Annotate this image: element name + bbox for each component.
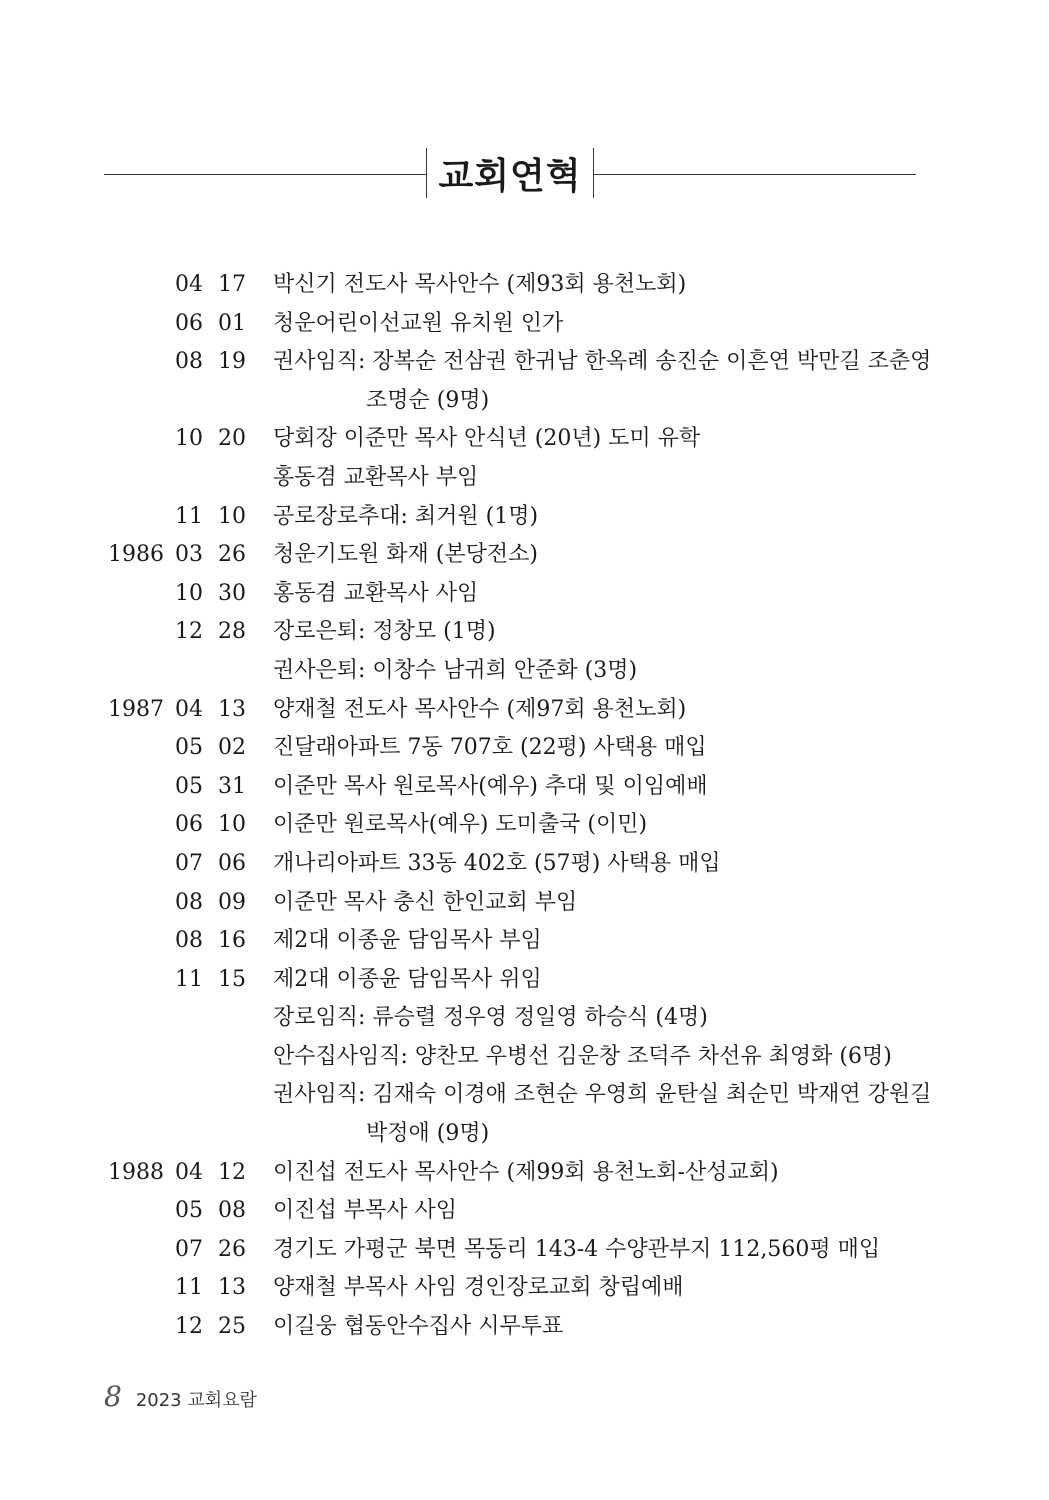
timeline-row [0, 1269, 1049, 1308]
page-number: 8 [104, 1380, 122, 1413]
timeline-row [0, 691, 1049, 730]
timeline-text: 제2대 이종윤 담임목사 부임 [273, 928, 542, 954]
timeline-day: 26 [218, 542, 246, 568]
timeline-row [0, 420, 1049, 459]
timeline-month: 06 [175, 812, 203, 838]
timeline-text: 양재철 전도사 목사안수 (제97회 용천노회) [273, 696, 687, 722]
timeline-row [0, 922, 1049, 961]
timeline-year: 1988 [108, 1159, 164, 1185]
timeline-row [0, 459, 1049, 498]
timeline-month: 04 [175, 696, 203, 722]
timeline-day: 02 [218, 735, 246, 761]
timeline-row [0, 768, 1049, 807]
timeline-row [0, 498, 1049, 537]
timeline-text: 권사임직: 장복순 전삼권 한귀남 한옥례 송진순 이흔연 박만길 조춘영 [273, 349, 932, 375]
book-title: 2023 교회요람 [135, 1390, 257, 1411]
timeline-day: 12 [218, 1159, 246, 1185]
timeline-day: 06 [218, 850, 246, 876]
timeline-month: 03 [175, 542, 203, 568]
timeline-day: 01 [218, 310, 246, 336]
timeline-month: 05 [175, 1198, 203, 1224]
timeline-text: 당회장 이준만 목사 안식년 (20년) 도미 유학 [273, 426, 701, 452]
timeline-month: 06 [175, 310, 203, 336]
timeline-row [0, 999, 1049, 1038]
timeline-text: 권사임직: 김재숙 이경애 조현순 우영희 윤탄실 최순민 박재연 강원길 [273, 1082, 932, 1108]
timeline-day: 10 [218, 812, 246, 838]
title-box [426, 148, 594, 198]
timeline-day: 08 [218, 1198, 246, 1224]
timeline-year: 1987 [108, 696, 164, 722]
timeline-month: 08 [175, 349, 203, 375]
title-rule-left [104, 174, 426, 175]
timeline-text: 제2대 이종윤 담임목사 위임 [273, 966, 542, 992]
timeline-row [0, 806, 1049, 845]
timeline-day: 17 [218, 272, 246, 297]
timeline-day: 10 [218, 503, 246, 529]
timeline-day: 28 [218, 619, 246, 645]
timeline-day: 09 [218, 889, 246, 915]
timeline-row [0, 1192, 1049, 1231]
timeline-month: 10 [175, 580, 203, 606]
timeline-text: 홍동겸 교환목사 사임 [273, 580, 479, 606]
timeline-text: 장로임직: 류승렬 정우영 정일영 하승식 (4명) [273, 1005, 708, 1031]
timeline-row [0, 1038, 1049, 1077]
timeline-row [0, 652, 1049, 691]
timeline-text: 박정애 (9명) [366, 1121, 490, 1147]
timeline-text: 공로장로추대: 최거원 (1명) [273, 503, 539, 529]
timeline-month: 07 [175, 1236, 203, 1262]
page-title: 교회연혁 [438, 155, 582, 197]
timeline-day: 31 [218, 773, 246, 799]
page-footer [104, 1380, 257, 1420]
timeline-day: 13 [218, 696, 246, 722]
title-rule-right [594, 174, 916, 175]
timeline-text: 청운기도원 화재 (본당전소) [273, 542, 538, 568]
timeline-day: 20 [218, 426, 246, 452]
timeline-month: 11 [175, 966, 203, 992]
timeline-text: 청운어린이선교원 유치원 인가 [273, 310, 564, 336]
timeline-month: 08 [175, 889, 203, 915]
timeline-day: 25 [218, 1314, 246, 1340]
timeline-row [0, 1076, 1049, 1115]
timeline-text: 이준만 목사 충신 한인교회 부임 [273, 889, 578, 915]
timeline-month: 07 [175, 850, 203, 876]
timeline-day: 19 [218, 349, 246, 375]
timeline-row [0, 1231, 1049, 1270]
timeline-row [0, 1115, 1049, 1154]
timeline-text: 개나리아파트 33동 402호 (57평) 사택용 매입 [273, 850, 721, 876]
timeline-row [0, 1154, 1049, 1193]
timeline-year: 1986 [108, 542, 164, 568]
history-timeline [0, 266, 1049, 1347]
timeline-text: 장로은퇴: 정창모 (1명) [273, 619, 496, 645]
timeline-row [0, 729, 1049, 768]
timeline-row [0, 884, 1049, 923]
timeline-text: 박신기 전도사 목사안수 (제93회 용천노회) [273, 272, 687, 297]
timeline-text: 권사은퇴: 이창수 남귀희 안준화 (3명) [273, 657, 638, 683]
timeline-row [0, 961, 1049, 1000]
timeline-day: 30 [218, 580, 246, 606]
timeline-day: 15 [218, 966, 246, 992]
timeline-text: 조명순 (9명) [366, 387, 490, 413]
timeline-row [0, 575, 1049, 614]
timeline-row [0, 1308, 1049, 1347]
timeline-month: 04 [175, 272, 203, 297]
section-title-banner [104, 148, 916, 204]
timeline-month: 10 [175, 426, 203, 452]
timeline-text: 이길웅 협동안수집사 시무투표 [273, 1314, 564, 1340]
timeline-month: 11 [175, 503, 203, 529]
timeline-row [0, 343, 1049, 382]
timeline-text: 양재철 부목사 사임 경인장로교회 창립예배 [273, 1275, 684, 1301]
timeline-month: 08 [175, 928, 203, 954]
timeline-day: 13 [218, 1275, 246, 1301]
timeline-text: 이진섭 부목사 사임 [273, 1198, 458, 1224]
timeline-month: 12 [175, 619, 203, 645]
timeline-month: 12 [175, 1314, 203, 1340]
timeline-month: 05 [175, 773, 203, 799]
timeline-text: 이준만 목사 원로목사(예우) 추대 및 이임예배 [273, 773, 708, 799]
timeline-text: 안수집사임직: 양찬모 우병선 김운창 조덕주 차선유 최영화 (6명) [273, 1043, 892, 1069]
timeline-row [0, 845, 1049, 884]
timeline-row [0, 382, 1049, 421]
timeline-text: 경기도 가평군 북면 목동리 143-4 수양관부지 112,560평 매입 [273, 1236, 881, 1262]
timeline-row [0, 613, 1049, 652]
timeline-day: 26 [218, 1236, 246, 1262]
timeline-text: 진달래아파트 7동 707호 (22평) 사택용 매입 [273, 735, 707, 761]
timeline-text: 이준만 원로목사(예우) 도미출국 (이민) [273, 812, 648, 838]
timeline-text: 홍동겸 교환목사 부임 [273, 464, 479, 490]
timeline-month: 05 [175, 735, 203, 761]
timeline-day: 16 [218, 928, 246, 954]
timeline-month: 11 [175, 1275, 203, 1301]
timeline-row [0, 305, 1049, 344]
timeline-month: 04 [175, 1159, 203, 1185]
timeline-text: 이진섭 전도사 목사안수 (제99회 용천노회-산성교회) [273, 1159, 779, 1185]
timeline-row [0, 536, 1049, 575]
timeline-row [0, 266, 1049, 305]
